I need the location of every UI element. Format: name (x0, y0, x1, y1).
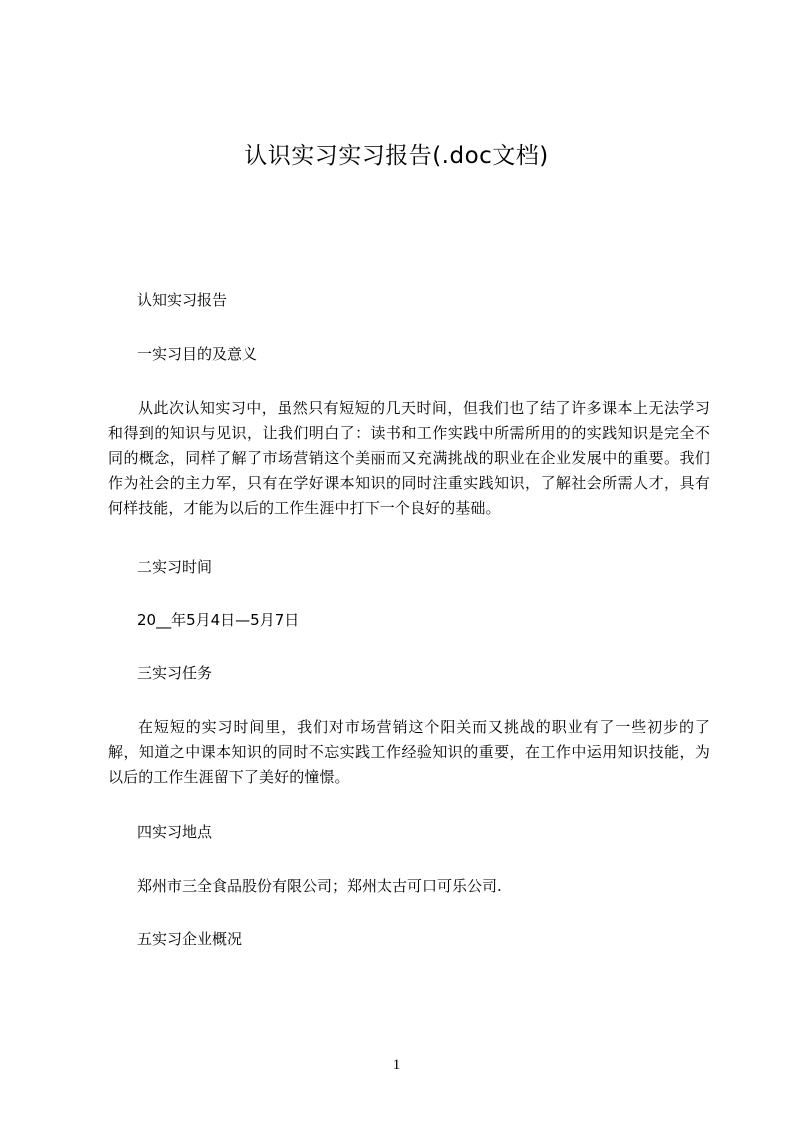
paragraph-task: 在短短的实习时间里，我们对市场营销这个阳关而又挑战的职业有了一些初步的了解，知道之中课本知识的同时不忘实践工作经验知识的重要，在工作中运用知识技能，为以后的工作生涯留下了美好的憧憬。 (108, 718, 710, 786)
paragraph-purpose: 从此次认知实习中，虽然只有短短的几天时间，但我们也了结了许多课本上无法学习和得到的知识与见识，让我们明白了：读书和工作实践中所需所用的的实践知识是完全不同的概念，同样了解了市场营销这个美丽而又充满挑战的职业在企业发展中的重要。我们作为社会的主力军，只有在学好课本知识的同时注重实践知识，了解社会所需人才，具有何样技能，才能为以后的工作生涯中打下一个良好的基础。 (108, 399, 710, 517)
internship-date: 20__年5月4日—5月7日 (137, 611, 300, 629)
section-heading-report: 认知实习报告 (137, 291, 228, 309)
section-heading-location: 四实习地点 (137, 823, 213, 841)
document-title: 认识实习实习报告(.doc文档) (244, 143, 549, 169)
section-heading-purpose: 一实习目的及意义 (137, 345, 258, 363)
page-number: 1 (392, 1057, 401, 1073)
internship-location: 郑州市三全食品股份有限公司；郑州太古可口可乐公司. (137, 877, 502, 895)
section-heading-time: 二实习时间 (137, 558, 213, 576)
section-heading-company-overview: 五实习企业概况 (137, 930, 243, 948)
section-heading-task: 三实习任务 (137, 664, 213, 682)
